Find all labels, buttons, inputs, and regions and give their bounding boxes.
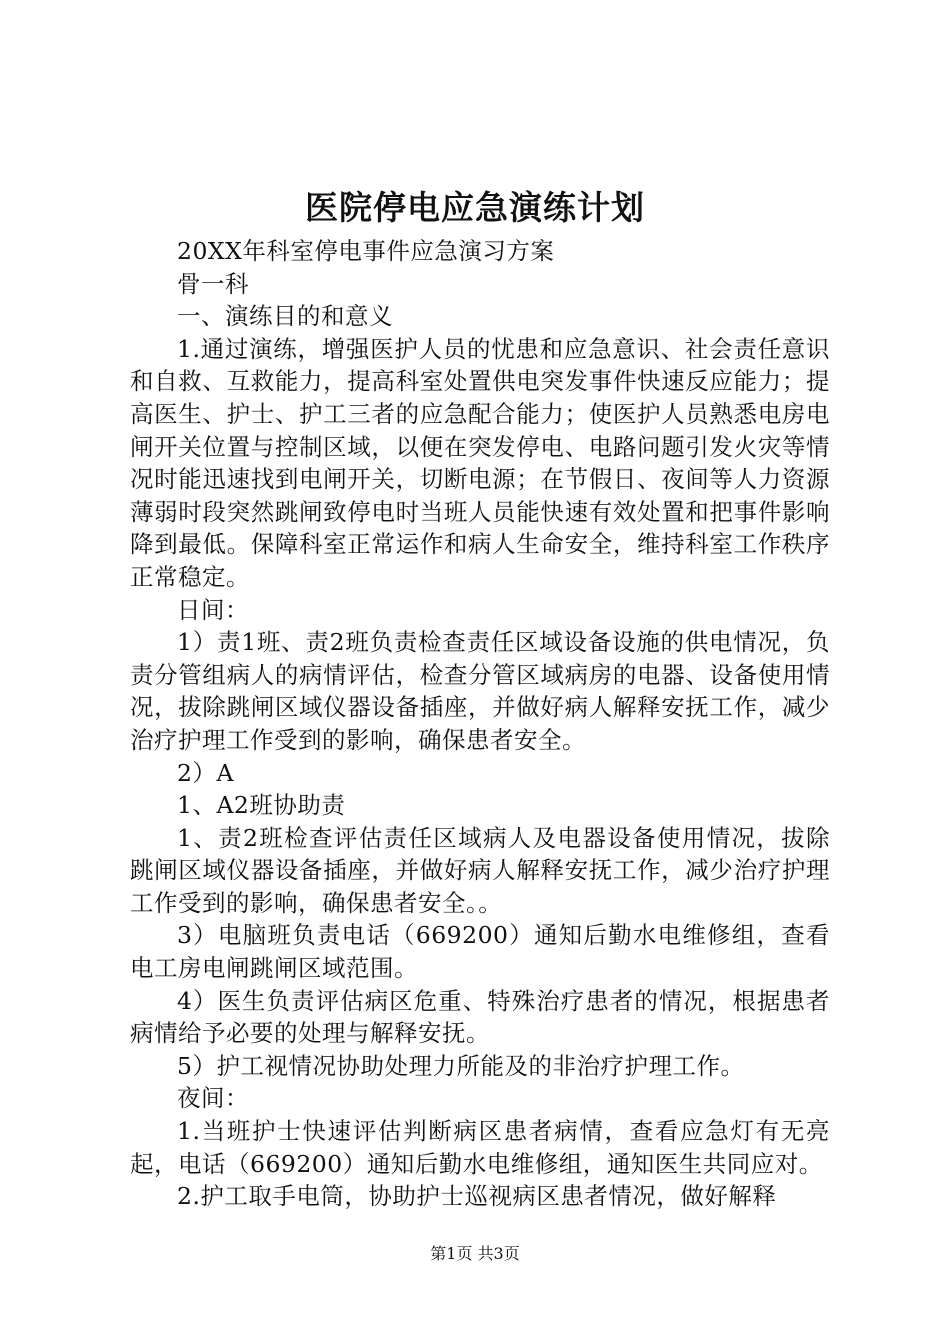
paragraph: 夜间： [177, 1084, 249, 1113]
paragraph: 1）责1班、责2班负责检查责任区域设备设施的供电情况，负责分管组病人的病情评估，检查分管区域病房的电器、设备使用情况，拔除跳闸区域仪器设备插座，并做好病人解释安抚工作，减少治疗护理工作受到的影响，确保患者安全。 [130, 628, 830, 754]
page-footer: 第1页 共3页 [430, 1244, 520, 1263]
paragraph: 1、责2班检查评估责任区域病人及电器设备使用情况，拔除跳闸区域仪器设备插座，并做好病人解释安抚工作，减少治疗护理工作受到的影响，确保患者安全。。 [130, 823, 830, 917]
paragraph: 2.护工取手电筒，协助护士巡视病区患者情况，做好解释 [177, 1182, 777, 1211]
document-body [130, 235, 830, 1213]
paragraph: 2）A [177, 758, 234, 787]
paragraph: 20XX年科室停电事件应急演习方案 [177, 237, 555, 265]
paragraph: 5）护工视情况协助处理力所能及的非治疗护理工作。 [177, 1051, 745, 1080]
paragraph: 4）医生负责评估病区危重、特殊治疗患者的情况，根据患者病情给予必要的处理与解释安抚。 [130, 986, 830, 1048]
paragraph: 1.通过演练，增强医护人员的忧患和应急意识、社会责任意识和自救、互救能力，提高科室处置供电突发事件快速反应能力；提高医生、护士、护工三者的应急配合能力；使医护人员熟悉电房电闸开关位置与控制区域，以便在突发停电、电路问题引发火灾等情况时能迅速找到电闸开关，切断电源；在节假日、夜间等人力资源薄弱时段突然跳闸致停电时当班人员能快速有效处置和把事件影响降到最低。保障科室正常运作和病人生命安全，维持科室工作秩序正常稳定。 [130, 334, 830, 591]
paragraph: 日间： [177, 595, 249, 624]
paragraph: 一、演练目的和意义 [177, 302, 393, 331]
paragraph: 3）电脑班负责电话（669200）通知后勤水电维修组，查看电工房电闸跳闸区域范围。 [130, 921, 830, 983]
document-title: 医院停电应急演练计划 [305, 188, 645, 227]
paragraph: 1、A2班协助责 [177, 791, 346, 820]
paragraph: 骨一科 [177, 269, 249, 298]
paragraph: 1.当班护士快速评估判断病区患者病情，查看应急灯有无亮起，电话（669200）通知后勤水电维修组，通知医生共同应对。 [130, 1117, 830, 1178]
